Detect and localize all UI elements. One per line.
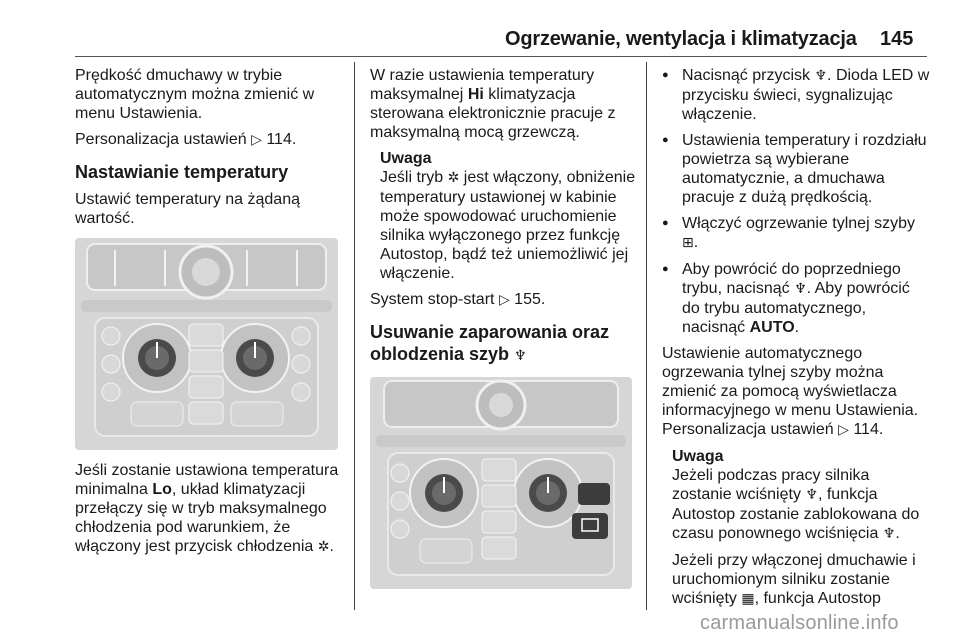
page-ref-arrow-icon: ▷ bbox=[498, 292, 510, 308]
note-box-autostop bbox=[380, 149, 638, 283]
paragraph-stop-start: System stop-start ▷ 155. bbox=[370, 291, 546, 308]
snowflake-icon: ✲ bbox=[447, 170, 460, 186]
climate-panel-illustration-2 bbox=[370, 377, 632, 589]
climate-panel-illustration-1 bbox=[75, 238, 338, 450]
column-3 bbox=[662, 66, 930, 609]
keyword-lo: Lo bbox=[152, 481, 172, 498]
note-title: Uwaga bbox=[380, 150, 432, 167]
paragraph-hi-heating: W razie ustawienia temperatury maksymalnej Hi klimatyzacja sterowana elektronicznie pracuje z maksymalną mocą grzewczą. bbox=[370, 67, 616, 141]
column-2 bbox=[370, 66, 638, 589]
paragraph-set-temperature: Ustawić temperatury na żądaną wartość. bbox=[75, 191, 300, 227]
snowflake-icon: ✲ bbox=[317, 539, 330, 555]
heading-temperature: Nastawianie temperatury bbox=[75, 162, 289, 182]
paragraph-blower-speed: Prędkość dmuchawy w trybie automatycznym można zmienić w menu Ustawienia. bbox=[75, 67, 315, 122]
paragraph-personalization: Personalizacja ustawień ▷ 114. bbox=[75, 131, 297, 148]
paragraph-personalization: Personalizacja ustawień ▷ 114. bbox=[662, 421, 884, 438]
column-divider-1 bbox=[354, 62, 355, 610]
note-text: Jeśli tryb ✲ jest włączony, obniżenie temperatury ustawionej w kabinie może spowodować uruchomienie silnika wyłączonego przez funkcję Autostop, bądź też uniemożliwić jej włączenie. bbox=[380, 169, 636, 282]
list-item: ● Włączyć ogrzewanie tylnej szyby ⊞. bbox=[662, 214, 930, 253]
windshield-defrost-icon: ♆ bbox=[794, 281, 807, 297]
list-item: ● Nacisnąć przycisk ♆. Dioda LED w przycisku świeci, sygnalizując włączenie. bbox=[662, 66, 930, 124]
header-rule bbox=[75, 56, 927, 57]
page-ref-arrow-icon: ▷ bbox=[838, 422, 849, 438]
note-title: Uwaga bbox=[672, 448, 724, 465]
paragraph-lo-cooling: Jeśli zostanie ustawiona temperatura minimalna Lo, układ klimatyzacji przełączy się w tryb maksymalnego chłodzenia pod warunkiem, że włączony jest przycisk chłodzenia ✲. bbox=[75, 462, 339, 555]
note-text-1: Jeżeli podczas pracy silnika zostanie wciśnięty ♆, funkcja Autostop zostanie zablokowana do czasu ponownego wciśnięcia ♆. bbox=[672, 467, 920, 542]
list-item: ● Ustawienia temperatury i rozdziału powietrza są wybierane automatycznie, a dmuchawa pracuje z dużą prędkością. bbox=[662, 131, 930, 207]
heading-defrost: Usuwanie zaparowania oraz oblodzenia szyb ♆ bbox=[370, 322, 610, 364]
defrost-steps-list bbox=[662, 66, 930, 337]
paragraph-auto-rear-heating: Ustawienie automatycznego ogrzewania tylnej szyby można zmienić za pomocą wyświetlacza informacyjnego w menu Ustawienia. bbox=[662, 345, 919, 419]
note-box-defrost-autostop bbox=[672, 447, 930, 609]
list-item: ● Aby powrócić do poprzedniego trybu, nacisnąć ♆. Aby powrócić do trybu automatycznego, nacisnąć AUTO. bbox=[662, 260, 930, 337]
page-ref-arrow-icon: ▷ bbox=[251, 132, 262, 148]
windshield-defrost-icon: ♆ bbox=[514, 348, 527, 364]
windshield-defrost-icon: ♆ bbox=[814, 68, 828, 84]
max-defrost-icon: ▦ bbox=[741, 591, 755, 607]
keyword-auto: AUTO bbox=[749, 319, 795, 336]
page-number: 145 bbox=[880, 28, 914, 50]
footer-watermark: carmanualsonline.info bbox=[700, 612, 899, 634]
column-divider-2 bbox=[646, 62, 647, 610]
keyword-hi: Hi bbox=[467, 86, 484, 103]
column-1 bbox=[75, 66, 345, 557]
running-header-title: Ogrzewanie, wentylacja i klimatyzacja bbox=[505, 28, 857, 50]
windshield-defrost-icon: ♆ bbox=[805, 487, 818, 503]
windshield-defrost-icon: ♆ bbox=[882, 526, 896, 542]
note-text-2: Jeżeli przy włączonej dmuchawie i uruchomionym silniku zostanie wciśnięty ▦, funkcja Autostop bbox=[672, 552, 916, 607]
rear-window-heating-icon: ⊞ bbox=[682, 235, 694, 251]
